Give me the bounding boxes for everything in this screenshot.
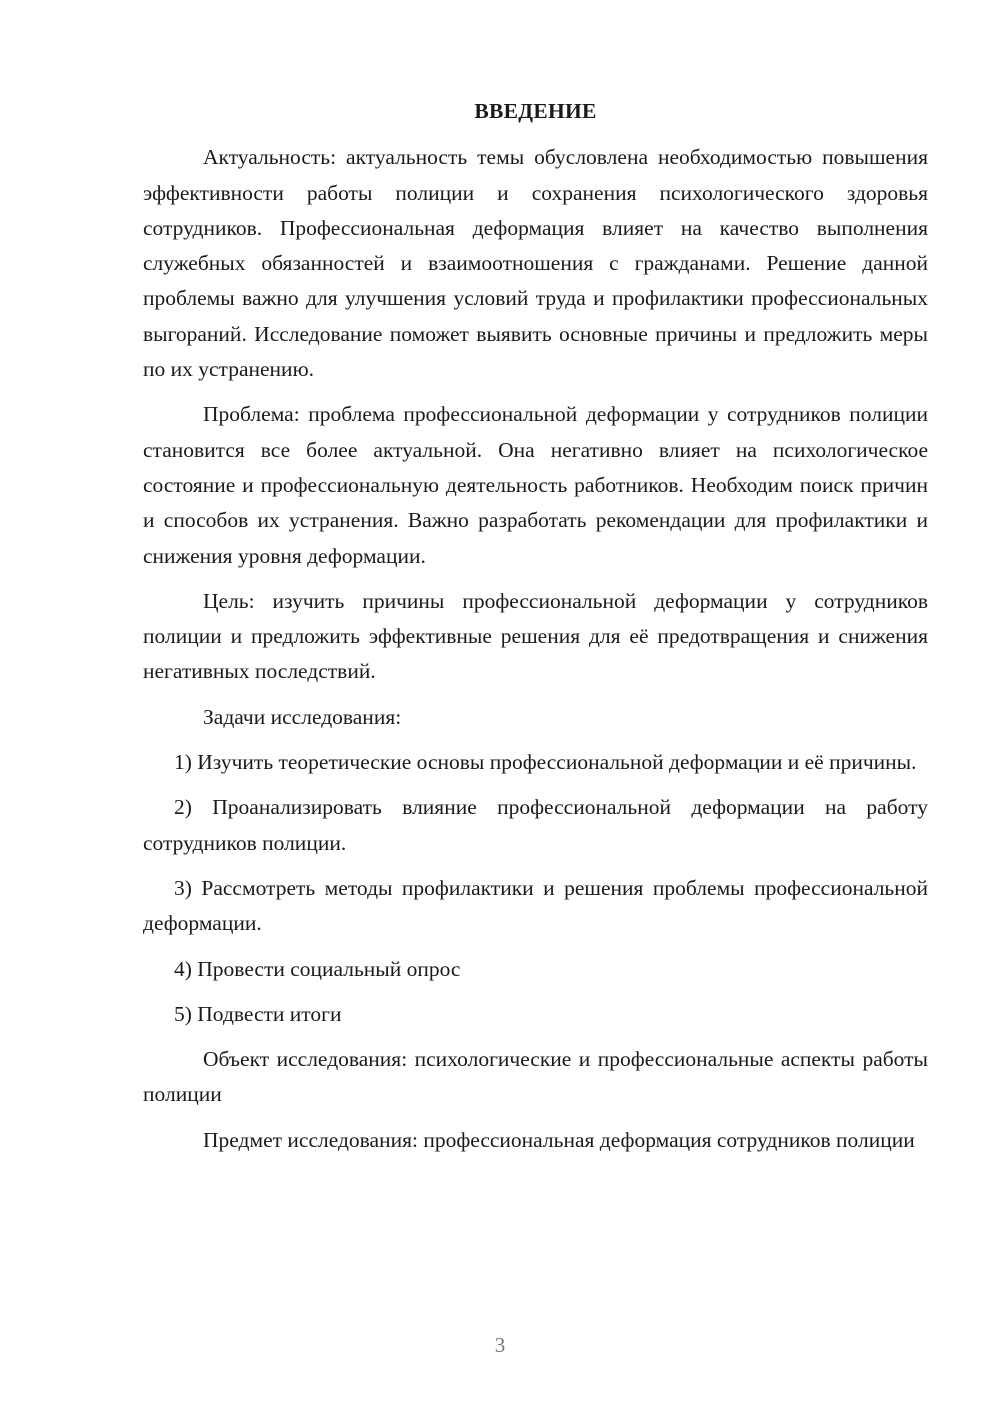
document-body: [143, 94, 928, 1168]
task-item: 3) Рассмотреть методы профилактики и решения проблемы профессиональной деформации.: [143, 875, 928, 936]
object-paragraph: Объект исследования: психологические и профессиональные аспекты работы полиции: [143, 1047, 928, 1107]
section-title: ВВЕДЕНИЕ: [474, 99, 597, 123]
task-item: 2) Проанализировать влияние профессиональной деформации на работу сотрудников полиции.: [143, 795, 928, 855]
problem-paragraph: Проблема: проблема профессиональной деформации у сотрудников полиции становится все более актуальной. Она негативно влияет на психологическое состояние и профессиональную деятельность работников. Необходим поиск причин и способов их устранения. Важно разработать рекомендации для профилактики и снижения уровня деформации.: [143, 402, 928, 568]
task-item: 4) Провести социальный опрос: [174, 956, 461, 981]
page-number: 3: [494, 1333, 506, 1357]
task-item: 5) Подвести итоги: [174, 1001, 342, 1026]
subject-paragraph: Предмет исследования: профессиональная деформация сотрудников полиции: [203, 1127, 915, 1152]
relevance-paragraph: Актуальность: актуальность темы обусловлена необходимостью повышения эффективности работы полиции и сохранения психологического здоровья сотрудников. Профессиональная деформация влияет на качество выполнения служебных обязанностей и взаимоотношения с гражданами. Решение данной проблемы важно для улучшения условий труда и профилактики профессиональных выгораний. Исследование поможет выявить основные причины и предложить меры по их устранению.: [143, 145, 928, 382]
task-item: 1) Изучить теоретические основы профессиональной деформации и её причины.: [174, 750, 917, 775]
goal-paragraph: Цель: изучить причины профессиональной деформации у сотрудников полиции и предложить эффективные решения для её предотвращения и снижения негативных последствий.: [143, 588, 928, 684]
tasks-heading: Задачи исследования:: [203, 704, 402, 729]
